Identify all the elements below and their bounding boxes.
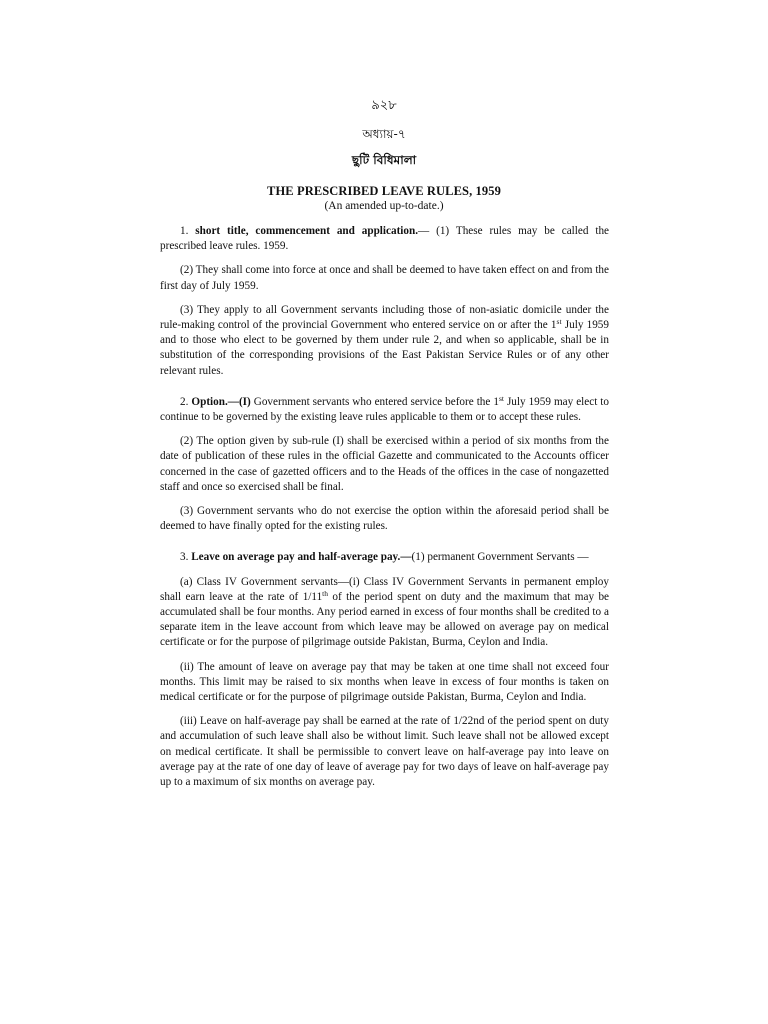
chapter-label: অধ্যায়-৭ <box>362 127 406 141</box>
section-3-clause-a <box>160 575 609 651</box>
section-2-heading: Option.—(I) <box>191 395 251 408</box>
section-3-text: (1) permanent Government Servants — <box>411 551 589 564</box>
section-1-heading: short title, commencement and application. <box>195 225 419 237</box>
section-3-clause-ii: (ii) The amount of leave on average pay that may be taken at one time shall not exceed four months. This limit may be raised to six months when leave in excess of four months is taken on medical certificate or for the purpose of pilgrimage outside Pakistan, Burma, Ceylon and India. <box>160 660 609 704</box>
section-3-heading: Leave on average pay and half-average pay.— <box>191 551 412 564</box>
section-2-paragraph-3: (3) Government servants who do not exercise the option within the aforesaid period shall be deemed to have finally opted for the existing rules. <box>160 505 609 533</box>
section-1-paragraph-3 <box>160 303 609 379</box>
section-1-paragraph-2: (2) They shall come into force at once and shall be deemed to have taken effect on and from the first day of July 1959. <box>160 264 609 292</box>
section-1-p3-text-a: (3) They apply to all Government servants including those of non-asiatic domicile under the rule-making control of the provincial Government who entered service on or after the 1 <box>160 303 609 332</box>
section-2-paragraph-1 <box>160 395 609 425</box>
document-subtitle: (An amended up-to-date.) <box>324 200 444 212</box>
section-2-paragraph-2: (2) The option given by sub-rule (I) shall be exercised within a period of six months from the date of publication of these rules in the official Gazette and communicated to the Accounts officer concerned in the case of gazetted officers and to the Heads of the offices in the case of nongazetted staff and once so exercised shall be final. <box>160 435 609 493</box>
document-title: THE PRESCRIBED LEAVE RULES, 1959 <box>267 184 501 198</box>
section-3-clause-a-sup: th <box>322 588 329 598</box>
section-2-number: 2. <box>180 395 192 408</box>
section-1-number: 1. <box>180 225 196 237</box>
section-1-text: — (1) These rules may be called the prescribed leave rules. 1959. <box>160 225 610 253</box>
section-3-number: 3. <box>180 551 192 564</box>
section-3-clause-a-text-b: of the period spent on duty and the maximum that may be accumulated shall be four months. Any period earned in excess of four months shall be credited to a separate item in the leave account from which leave may be allowed on average pay on medical certificate or for the purpose of pilgrimage outside Pakistan, Burma, Ceylon and India. <box>160 590 610 649</box>
section-1-p3-text-b: July 1959 and to those who elect to be governed by them under rule 2, and when so applicable, shall be in substitution of the corresponding provisions of the East Pakistan Service Rules or of any other relevant rules. <box>160 319 609 377</box>
section-3-paragraph-1 <box>160 550 609 565</box>
section-2-text-b: July 1959 may elect to continue to be governed by the existing leave rules applicable to them or to accept these rules. <box>160 395 610 424</box>
bengali-title: ছুটি বিধিমালা <box>351 153 417 167</box>
page-number: ৯২৮ <box>371 98 397 113</box>
section-2-text-a: Government servants who entered service before the 1 <box>250 395 499 408</box>
section-3-clause-a-text-a: (a) Class IV Government servants—(i) Class IV Government Servants in permanent employ shall earn leave at the rate of 1/11 <box>160 575 609 603</box>
document-body <box>160 224 609 799</box>
section-3-clause-iii: (iii) Leave on half-average pay shall be earned at the rate of 1/22nd of the period spent on duty and accumulation of such leave shall also be without limit. Such leave shall not be allowed except on medical certificate. It shall be permissible to convert leave on half-average pay into leave on average pay at the rate of one day of leave of average pay for two days of leave on half-average pay up to a maximum of six months on average pay. <box>160 715 609 789</box>
section-1-paragraph-1 <box>160 224 609 254</box>
section-2-sup: st <box>498 393 504 403</box>
section-1-p3-sup: st <box>556 317 562 327</box>
